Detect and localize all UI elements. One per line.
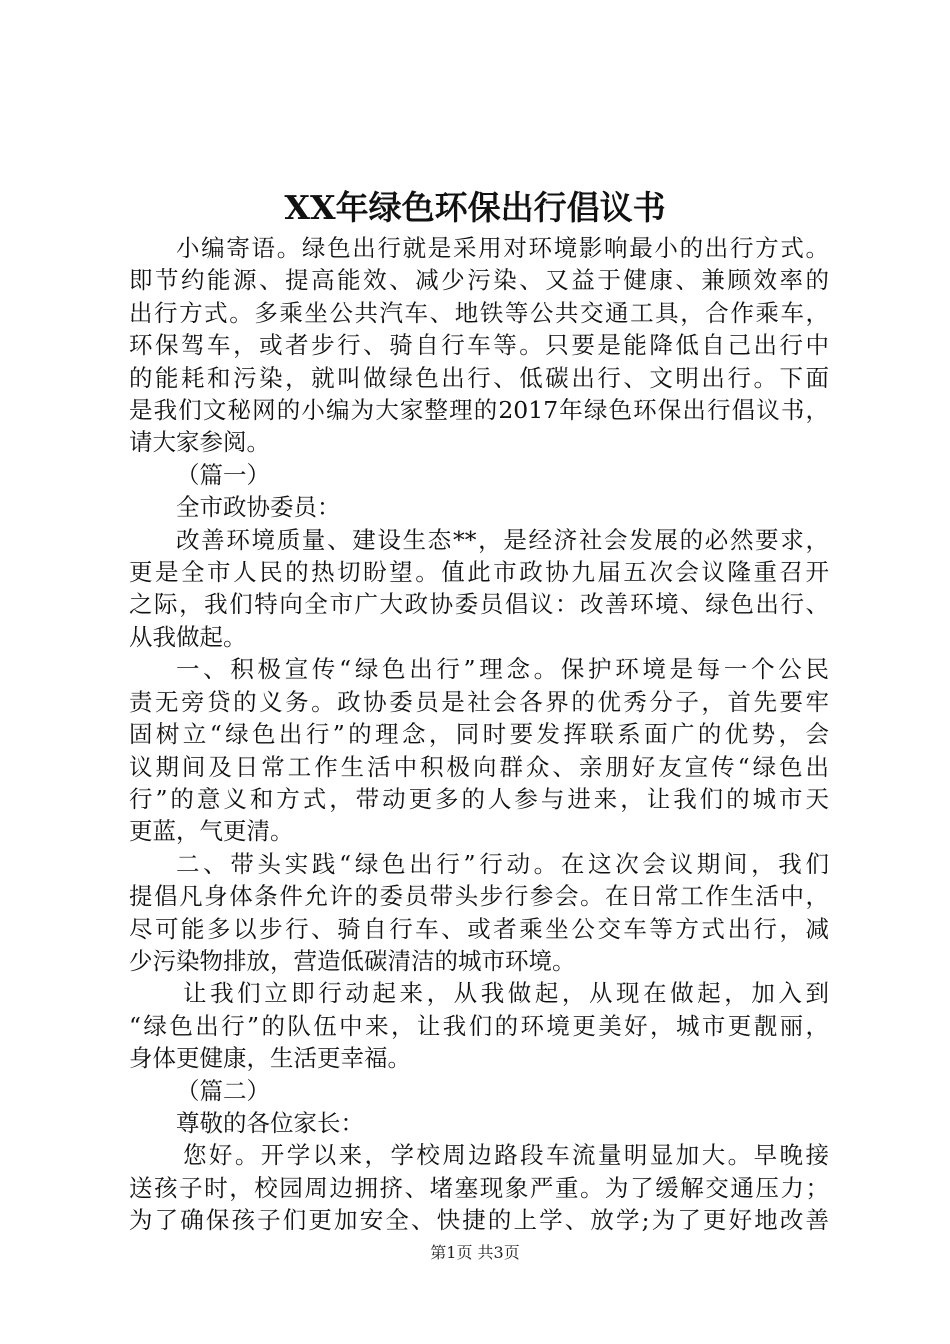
text-line: 更蓝，气更清。 — [129, 817, 294, 846]
section-heading-part-one — [129, 459, 829, 491]
text-line: 送孩子时，校园周边拥挤、堵塞现象严重。为了缓解交通压力； — [129, 1173, 829, 1202]
text-line: 为了确保孩子们更加安全、快捷的上学、放学;为了更好地改善 — [129, 1206, 829, 1235]
closing-call-paragraph — [129, 977, 829, 1074]
document-body — [129, 232, 829, 1237]
intro-paragraph — [129, 232, 829, 459]
text-line: 尊敬的各位家长： — [176, 1108, 364, 1137]
text-line: 身体更健康，生活更幸福。 — [129, 1044, 411, 1073]
text-line: 环保驾车，或者步行、骑自行车等。只要是能降低自己出行中 — [129, 331, 829, 360]
text-line: 二、带头实践“绿色出行”行动。在这次会议期间，我们 — [176, 849, 829, 878]
text-line: 您好。开学以来，学校周边路段车流量明显加大。早晚接 — [183, 1141, 829, 1170]
text-line: 之际，我们特向全市广大政协委员倡议：改善环境、绿色出行、 — [129, 590, 829, 619]
text-line: 即节约能源、提高能效、减少污染、又益于健康、兼顾效率的 — [129, 266, 829, 295]
proposal-paragraph — [129, 524, 829, 654]
point-two-paragraph — [129, 848, 829, 978]
salutation-parents — [129, 1107, 829, 1139]
text-line: （篇二） — [176, 1076, 270, 1105]
text-line: 从我做起。 — [129, 622, 247, 651]
text-line: 提倡凡身体条件允许的委员带头步行参会。在日常工作生活中， — [129, 882, 829, 911]
text-line: 出行方式。多乘坐公共汽车、地铁等公共交通工具，合作乘车， — [129, 298, 829, 327]
text-line: 小编寄语。绿色出行就是采用对环境影响最小的出行方式。 — [176, 234, 829, 262]
text-line: 是我们文秘网的小编为大家整理的2017年绿色环保出行倡议书， — [129, 396, 829, 425]
text-line: 少污染物排放，营造低碳清洁的城市环境。 — [129, 946, 576, 975]
text-line: 请大家参阅。 — [129, 428, 270, 457]
text-line: 议期间及日常工作生活中积极向群众、亲朋好友宣传“绿色出 — [129, 752, 829, 781]
text-line: 改善环境质量、建设生态**，是经济社会发展的必然要求， — [176, 525, 829, 554]
text-line: 责无旁贷的义务。政协委员是社会各界的优秀分子，首先要牢 — [129, 687, 829, 716]
text-line: 更是全市人民的热切盼望。值此市政协九届五次会议隆重召开 — [129, 558, 829, 587]
section-heading-part-two — [129, 1075, 829, 1107]
point-one-paragraph — [129, 653, 829, 847]
text-line: 固树立“绿色出行”的理念，同时要发挥联系面广的优势，会 — [129, 720, 829, 749]
salutation-committee — [129, 491, 829, 523]
text-line: 让我们立即行动起来，从我做起，从现在做起，加入到 — [183, 979, 829, 1008]
text-line: 的能耗和污染，就叫做绿色出行、低碳出行、文明出行。下面 — [129, 363, 829, 392]
text-line: 行”的意义和方式，带动更多的人参与进来，让我们的城市天 — [129, 784, 829, 813]
text-line: 一、积极宣传“绿色出行”理念。保护环境是每一个公民 — [176, 655, 829, 684]
page-footer: 第1页 共3页 — [430, 1243, 520, 1262]
text-line: “绿色出行”的队伍中来，让我们的环境更美好，城市更靓丽， — [129, 1011, 829, 1040]
letter-opening-paragraph — [129, 1139, 829, 1236]
document-title: XX年绿色环保出行倡议书 — [284, 188, 666, 227]
text-line: 全市政协委员： — [176, 493, 341, 522]
text-line: 尽可能多以步行、骑自行车、或者乘坐公交车等方式出行，减 — [129, 914, 829, 943]
text-line: （篇一） — [176, 460, 270, 489]
